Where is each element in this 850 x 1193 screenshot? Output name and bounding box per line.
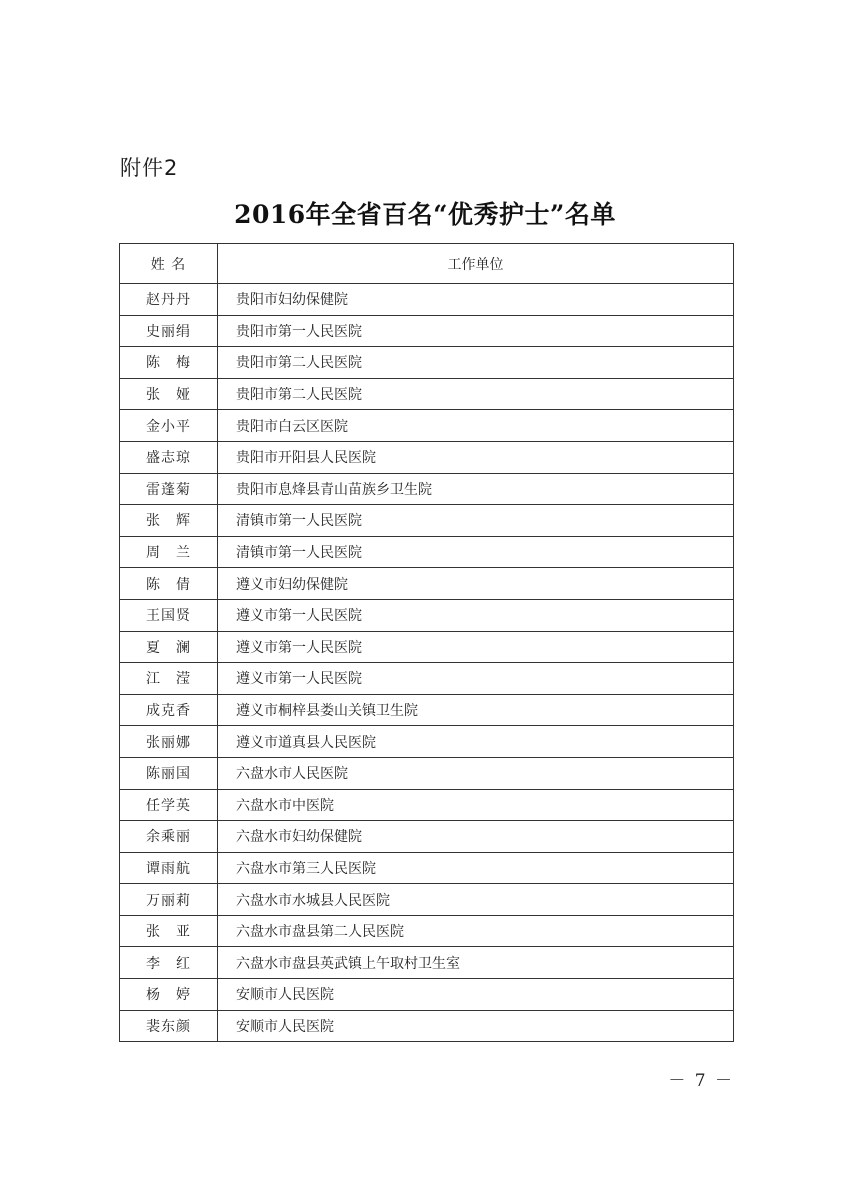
document-title: 2016年全省百名“优秀护士”名单	[234, 200, 616, 229]
table-row	[120, 979, 734, 1011]
nurse-list-table	[119, 243, 734, 1042]
work-unit: 贵阳市第二人民医院	[218, 347, 734, 379]
attachment-label: 附件2	[120, 156, 179, 180]
column-header-name: 姓 名	[120, 244, 218, 284]
nurse-name: 成克香	[120, 694, 218, 726]
work-unit: 安顺市人民医院	[218, 979, 734, 1011]
nurse-name: 张 娅	[120, 378, 218, 410]
table-row	[120, 757, 734, 789]
nurse-name: 赵丹丹	[120, 284, 218, 316]
table-row	[120, 821, 734, 853]
nurse-name: 余乘丽	[120, 821, 218, 853]
nurse-name: 谭雨航	[120, 852, 218, 884]
table-row	[120, 441, 734, 473]
nurse-name: 张丽娜	[120, 726, 218, 758]
table-row	[120, 347, 734, 379]
nurse-name: 任学英	[120, 789, 218, 821]
work-unit: 贵阳市息烽县青山苗族乡卫生院	[218, 473, 734, 505]
table-row	[120, 378, 734, 410]
work-unit: 安顺市人民医院	[218, 1010, 734, 1042]
work-unit: 六盘水市盘县英武镇上午取村卫生室	[218, 947, 734, 979]
work-unit: 六盘水市水城县人民医院	[218, 884, 734, 916]
table-row	[120, 947, 734, 979]
nurse-name: 雷蓬菊	[120, 473, 218, 505]
work-unit: 贵阳市开阳县人民医院	[218, 441, 734, 473]
nurse-name: 万丽莉	[120, 884, 218, 916]
table-row	[120, 505, 734, 537]
table-row	[120, 852, 734, 884]
work-unit: 清镇市第一人民医院	[218, 505, 734, 537]
work-unit: 贵阳市白云区医院	[218, 410, 734, 442]
table-row	[120, 410, 734, 442]
work-unit: 六盘水市盘县第二人民医院	[218, 915, 734, 947]
nurse-name: 周 兰	[120, 536, 218, 568]
work-unit: 贵阳市妇幼保健院	[218, 284, 734, 316]
work-unit: 六盘水市人民医院	[218, 757, 734, 789]
table-row	[120, 473, 734, 505]
work-unit: 六盘水市妇幼保健院	[218, 821, 734, 853]
table-row	[120, 536, 734, 568]
nurse-name: 史丽绢	[120, 315, 218, 347]
nurse-name: 陈 倩	[120, 568, 218, 600]
nurse-name: 张 亚	[120, 915, 218, 947]
nurse-name: 裴东颜	[120, 1010, 218, 1042]
nurse-name: 李 红	[120, 947, 218, 979]
work-unit: 遵义市第一人民医院	[218, 663, 734, 695]
table-row	[120, 284, 734, 316]
table-row	[120, 599, 734, 631]
work-unit: 清镇市第一人民医院	[218, 536, 734, 568]
work-unit: 遵义市妇幼保健院	[218, 568, 734, 600]
table-row	[120, 568, 734, 600]
column-header-unit: 工作单位	[218, 244, 734, 284]
table-row	[120, 663, 734, 695]
table-row	[120, 884, 734, 916]
work-unit: 遵义市第一人民医院	[218, 631, 734, 663]
nurse-name: 江 滢	[120, 663, 218, 695]
nurse-name: 张 辉	[120, 505, 218, 537]
work-unit: 遵义市桐梓县娄山关镇卫生院	[218, 694, 734, 726]
work-unit: 六盘水市第三人民医院	[218, 852, 734, 884]
table-row	[120, 315, 734, 347]
work-unit: 贵阳市第二人民医院	[218, 378, 734, 410]
table-row	[120, 631, 734, 663]
nurse-name: 杨 婷	[120, 979, 218, 1011]
table-row	[120, 1010, 734, 1042]
table-row	[120, 726, 734, 758]
table-header-row	[120, 244, 734, 284]
nurse-name: 王国贤	[120, 599, 218, 631]
nurse-name: 陈丽国	[120, 757, 218, 789]
nurse-name: 金小平	[120, 410, 218, 442]
work-unit: 遵义市第一人民医院	[218, 599, 734, 631]
page-number: － 7 －	[668, 1071, 734, 1091]
nurse-name: 夏 澜	[120, 631, 218, 663]
table-row	[120, 694, 734, 726]
nurse-name: 盛志琼	[120, 441, 218, 473]
work-unit: 六盘水市中医院	[218, 789, 734, 821]
nurse-name: 陈 梅	[120, 347, 218, 379]
table-row	[120, 789, 734, 821]
work-unit: 贵阳市第一人民医院	[218, 315, 734, 347]
table-row	[120, 915, 734, 947]
work-unit: 遵义市道真县人民医院	[218, 726, 734, 758]
